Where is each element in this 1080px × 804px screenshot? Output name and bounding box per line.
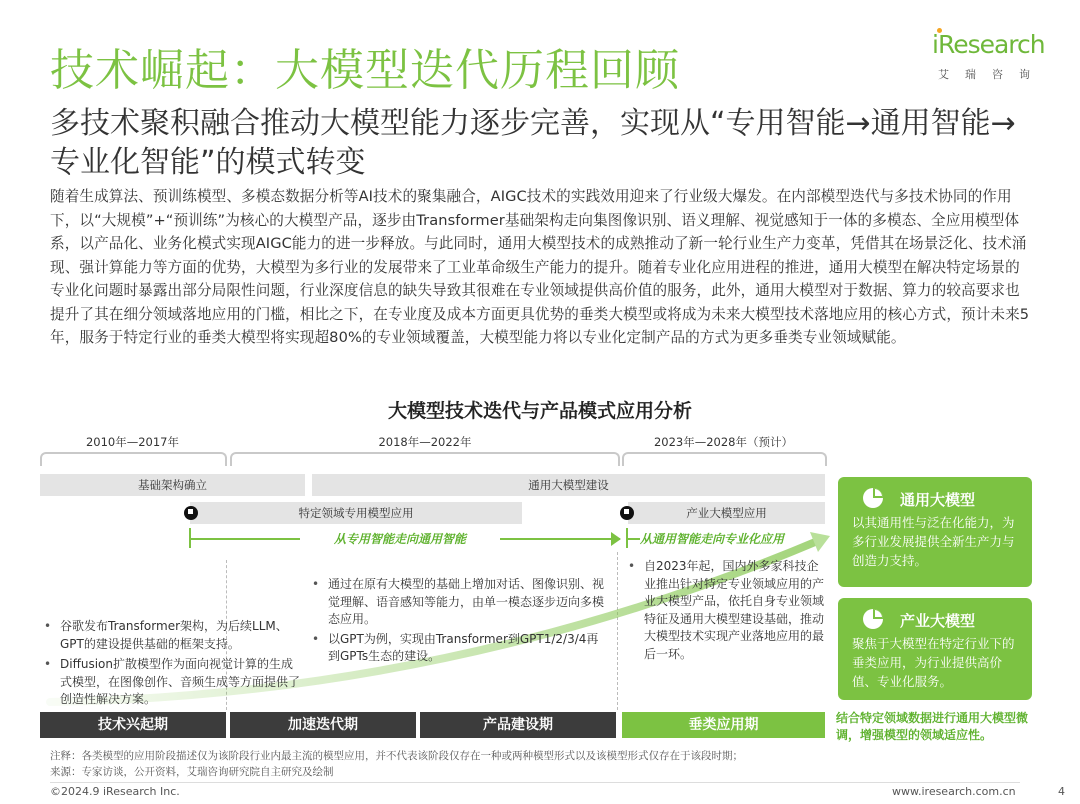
page-title: 技术崛起：大模型迭代历程回顾 [50,45,680,96]
period-brace-2 [230,452,620,466]
list-item: • 以GPT为例，实现由Transformer到GPT1/2/3/4再到GPTs生态的建设。 [310,631,610,666]
intro-paragraph: 随着生成算法、预训练模型、多模态数据分析等AI技术的聚集融合，AIGC技术的实践效用迎来了行业级大爆发。在内部模型迭代与多技术协同的作用下，以“大规模”+“预训练”为核心的大模型产品，逐步由Transformer基础架构走向集图像识别、语义理解、视觉感知于一体的多模态、全应用模型体系，以产品化、业务化模式实现AIGC能力的进一步释放。与此同时，通用大模型技术的成熟推动了新一轮行业生产力变革，凭借其在场景泛化、技术涌现、强计算能力等方面的优势，大模型为多行业的发展带来了工业革命级生产能力的提升。随着专业化应用进程的推进，通用大模型在解决特定场景的专业化问题时暴露出部分局限性问题，行业深度信息的缺失导致其很难在专业领域提供高价值的服务，此外，通用大模型对于数据、算力的较高要求也提升了其在细分领域落地应用的门槛，相比之下，在专业度及成本方面更具优势的垂类大模型或将成为未来大模型技术落地应用的核心方式，预计未来5年，服务于特定行业的垂类大模型将实现超80%的专业领域覆盖，大模型能力将以专业化定制产品的方式为更多垂类专业领域赋能。 [50,188,1030,346]
general-model-box [838,477,1032,587]
band-general-model-build: 通用大模型建设 [312,474,825,496]
side-note [836,710,1036,744]
list-item: • 通过在原有大模型的基础上增加对话、图像识别、视觉理解、语音感知等能力，由单一模态逐步迈向多模态应用。 [310,576,610,629]
pie-chart-icon [862,487,884,509]
transition-label-2: 从通用智能走向专业化应用 [640,530,820,547]
period-brace-3 [622,452,827,466]
box-text: 以其通用性与泛在化能力，为多行业发展提供全新生产力与创造力支持。 [852,515,1015,568]
diagram-title: 大模型技术迭代与产品模式应用分析 [387,400,692,422]
band-industry-model-app: 产业大模型应用 [628,502,825,524]
period-label-3: 2023年—2028年（预计） [653,435,794,449]
side-note-text: 结合特定领域数据进行通用大模型微调，增强模型的领域适应性。 [836,711,1029,742]
stage-label-4: 垂类应用期 [622,712,825,738]
list-item: • 谷歌发布Transformer架构，为后续LLM、GPT的建设提供基础的框架支持。 [42,618,304,653]
period-label-1: 2010年—2017年 [85,435,180,449]
box-heading: 通用大模型 [900,491,976,509]
remark-note: 注释：各类模型的应用阶段描述仅为该阶段行业内最主流的模型应用，并不代表该阶段仅存在一种或两种模型形式以及该模型形式仅存在于该段时期； [50,750,743,762]
bullet-list-stage-2 [310,576,610,666]
page-number: 4 [1058,785,1065,798]
box-heading: 产业大模型 [900,612,976,630]
bullet-list-stage-1 [42,618,304,709]
logo-subtext: 艾瑞咨询 [938,68,1046,81]
period-brace-1 [40,452,227,466]
stage-label-1: 技术兴起期 [40,712,226,738]
band-domain-model-app: 特定领域专用模型应用 [190,502,522,524]
footer-divider [50,782,1020,783]
flag-marker-icon [184,506,198,520]
footer-copyright: ©2024.9 iResearch Inc. [50,785,180,798]
stage-label-2: 加速迭代期 [230,712,416,738]
flag-marker-icon [620,506,634,520]
bullet-list-stage-3 [626,558,824,663]
band-base-architecture: 基础架构确立 [40,474,305,496]
list-item: • Diffusion扩散模型作为面向视觉计算的生成式模型，在图像创作、音频生成等方面提供了创造性解决方案。 [42,656,304,709]
list-item: • 自2023年起，国内外多家科技企业推出针对特定专业领域应用的产业大模型产品，依托自身专业领域特征及通用大模型建设基础，推动大模型技术实现产业落地应用的最后一环。 [626,558,824,663]
source-note: 来源：专家访谈，公开资料，艾瑞咨询研究院自主研究及绘制 [50,766,334,778]
stage-label-3: 产品建设期 [420,712,616,738]
page-subtitle: 多技术聚积融合推动大模型能力逐步完善，实现从“专用智能→通用智能→专业化智能”的模式转变 [50,106,1016,180]
footer-url[interactable]: www.iresearch.com.cn [892,785,1016,798]
industry-model-box [838,598,1032,700]
transition-label-1: 从专用智能走向通用智能 [300,530,500,547]
pie-chart-icon [862,608,884,630]
box-text: 聚焦于大模型在特定行业下的垂类应用，为行业提供高价值、专业化服务。 [852,636,1015,689]
logo-word: iResearch [932,30,1045,59]
period-label-2: 2018年—2022年 [378,435,472,449]
iresearch-logo [932,26,1054,86]
